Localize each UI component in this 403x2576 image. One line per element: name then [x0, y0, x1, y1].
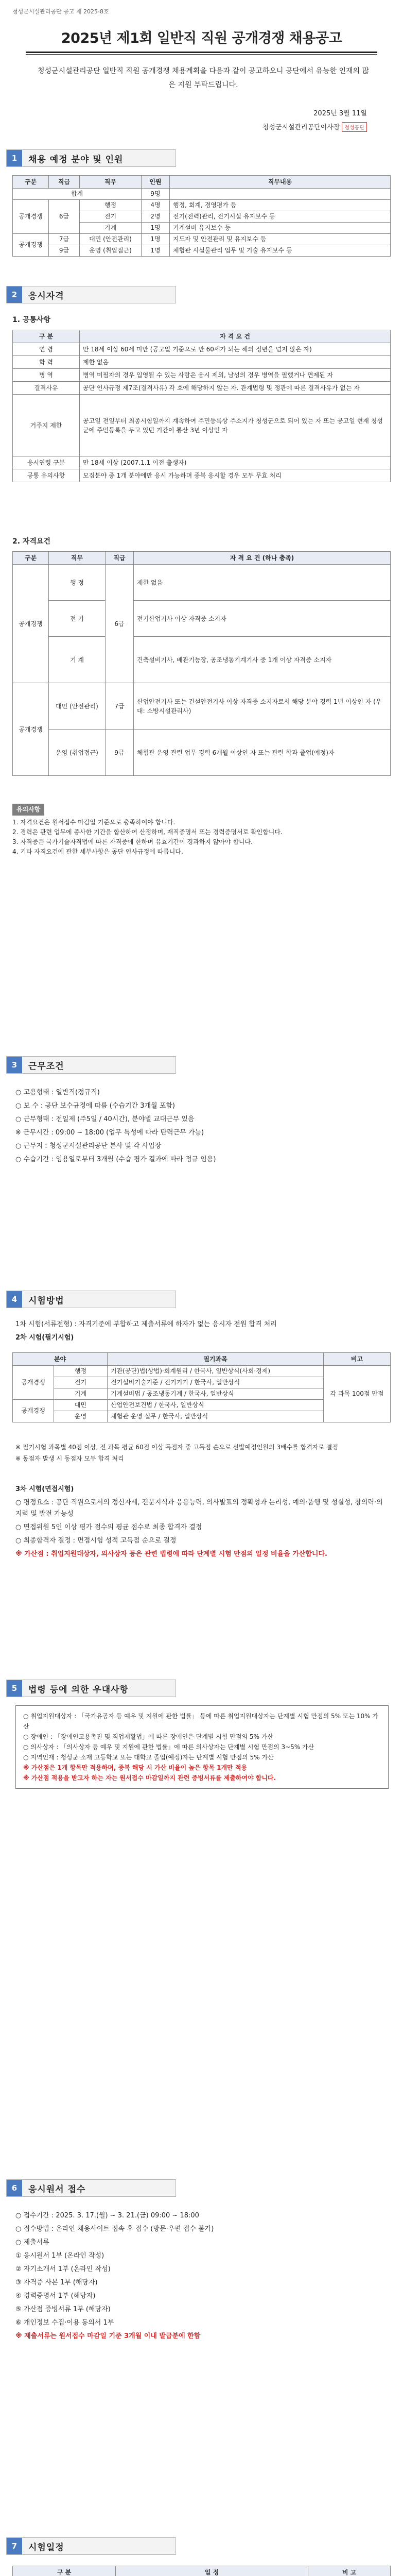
table-cell: 공통 유의사항: [13, 469, 80, 482]
section-title: 채용 예정 분야 및 인원: [28, 154, 124, 165]
table-cell: 운영 (취업접근): [80, 245, 142, 257]
table-cell: 결격사유: [13, 382, 80, 395]
section-header-7: [6, 2537, 176, 2555]
application-info: [15, 2210, 389, 2344]
col-header: 비고: [324, 1353, 391, 1366]
table-cell: 운영: [54, 1411, 108, 1422]
organization-signature: [262, 122, 367, 132]
preference-item: ○ 취업지원대상자 : 「국가유공자 등 예우 및 지원에 관한 법률」 등에 따른 취업지원대상자는 단계별 시험 만점의 5% 또는 10% 가산: [23, 1713, 378, 1730]
col-header: 일 정: [116, 2566, 308, 2576]
condition-item: ○ 근무형태 : 전일제 (주5일 / 40시간), 분야별 교대근무 있음: [15, 1115, 195, 1123]
note-item: ※ 필기시험 과목별 40점 이상, 전 과목 평균 60점 이상 득점자 중 고득점 순으로 선발예정인원의 3배수를 합격자로 결정: [15, 1444, 338, 1451]
table-cell: 1명: [142, 223, 170, 234]
table-cell: 전기: [54, 1377, 108, 1388]
table-cell: 응시연령 구분: [13, 456, 80, 469]
application-item: ③ 자격증 사본 1부 (해당자): [15, 2279, 98, 2286]
table-cell: 기계: [54, 1388, 108, 1400]
note-item: ※ 동점자 발생 시 동점자 모두 합격 처리: [15, 1455, 124, 1462]
table-cell: 공개경쟁: [13, 200, 49, 234]
table-cell: 전 기: [49, 601, 106, 637]
application-item: ⑥ 개인정보 수집·이용 동의서 1부: [15, 2319, 114, 2327]
table-cell: 산업안전기사 또는 건설안전기사 이상 자격증 소지자로서 해당 분야 경력 1년 이상인 자 (우대: 소방시설관리사): [134, 683, 391, 730]
col-header: 구 분: [13, 2566, 116, 2576]
table-cell: 모집분야 중 1개 분야에만 응시 가능하며 중복 응시할 경우 모두 무효 처리: [80, 469, 391, 482]
application-item: ○ 접수기간 : 2025. 3. 17.(월) ~ 3. 21.(금) 09:00 ~ 18:00: [15, 2212, 199, 2219]
section-header-5: [6, 1680, 176, 1697]
section-header-4: [6, 1291, 176, 1308]
application-item: ⑤ 가산점 증빙서류 1부 (해당자): [15, 2306, 111, 2313]
application-item: ※ 제출서류는 원서접수 마감일 기준 3개월 이내 발급분에 한함: [15, 2332, 201, 2340]
qualification-table: [12, 551, 391, 776]
table-cell: 공고일 전일부터 최종시험일까지 계속하여 주민등록상 주소지가 청성군으로 되어 있는 자 또는 공고일 현재 청성군에 주민등록을 두고 있던 기간이 통산 3년 이상인 자: [80, 395, 391, 456]
application-item: ① 응시원서 1부 (온라인 작성): [15, 2252, 104, 2260]
table-cell: 1명: [142, 234, 170, 245]
table-cell: 거주지 제한: [13, 395, 80, 456]
section-title: 시험방법: [28, 1295, 64, 1306]
stage-item: ○ 면접위원 5인 이상 평가 점수의 평균 점수로 최종 합격자 결정: [15, 1523, 202, 1531]
col-header: 필기과목: [108, 1353, 324, 1366]
official-seal: 청성공단: [342, 122, 367, 132]
section-number: 2: [7, 286, 22, 303]
table-cell: 4명: [142, 200, 170, 211]
title-divider: [26, 52, 377, 53]
table-cell: 행정, 회계, 경영평가 등: [170, 200, 391, 211]
subsection-title: 1. 공통사항: [12, 316, 51, 324]
col-header: 구분: [13, 176, 49, 189]
col-header: 직무내용: [170, 176, 391, 189]
section-title: 근무조건: [28, 1061, 64, 1072]
section-number: 7: [7, 2538, 22, 2554]
common-requirements-table: [12, 330, 391, 482]
bonus-notice: ※ 가산점 : 취업지원대상자, 의사상자 등은 관련 법령에 따라 단계별 시험 만점의 일정 비율을 가산합니다.: [15, 1550, 327, 1558]
table-cell: 6급: [106, 565, 134, 683]
table-cell: 만 18세 이상 (2007.1.1 이전 출생자): [80, 456, 391, 469]
table-cell: 체험관 시설물관리 업무 및 기술 유지보수 등: [170, 245, 391, 257]
total-value: 9명: [142, 189, 170, 200]
condition-item: ○ 고용형태 : 일반직(정규직): [15, 1089, 100, 1096]
table-cell: 건축설비기사, 배관기능장, 공조냉동기계기사 중 1개 이상 자격증 소지자: [134, 637, 391, 683]
section-header-2: [6, 286, 176, 303]
exam-stage-1: [15, 1319, 389, 1346]
table-cell: 공개경쟁: [13, 565, 49, 683]
preference-item: ○ 의사상자 : 「의사상자 등 예우 및 지원에 관한 법률」에 따른 의사상자는 단계별 시험 만점의 3~5% 가산: [23, 1743, 314, 1751]
preference-item: ※ 가산점은 1개 항목만 적용하며, 중복 해당 시 가산 비율이 높은 항목 1개만 적용: [23, 1764, 247, 1771]
stage-title: 2차 시험(필기시험): [15, 1334, 74, 1342]
table-cell: 6급: [49, 200, 80, 234]
table-cell: 공개경쟁: [13, 234, 49, 257]
table-cell: 기 계: [49, 637, 106, 683]
table-cell: 기계설비 유지보수 등: [170, 223, 391, 234]
section-number: 1: [7, 150, 22, 166]
notes-heading: 유의사항: [12, 804, 44, 816]
col-header: 직급: [49, 176, 80, 189]
col-header: 직무: [49, 552, 106, 565]
col-header: 분야: [13, 1353, 108, 1366]
section-header-3: [6, 1056, 176, 1074]
col-header: 비 고: [308, 2566, 391, 2576]
table-cell: 대민 (안전관리): [49, 683, 106, 730]
application-item: ④ 경력증명서 1부 (해당자): [15, 2292, 96, 2300]
intro-text: 청성군시설관리공단 일반직 직원 공개경쟁 채용계획을 다음과 같이 공고하오니 공단에서 유능한 인재의 많은 지원 부탁드립니다.: [37, 67, 369, 89]
condition-item: ○ 수습기간 : 임용일로부터 3개월 (수습 평가 결과에 따라 정규 임용): [15, 1156, 216, 1163]
preference-item: ○ 장애인 : 「장애인고용촉진 및 직업재활법」에 따른 장애인은 단계별 시험 만점의 5% 가산: [23, 1733, 273, 1740]
section-title: 법령 등에 의한 우대사항: [28, 1684, 129, 1695]
table-cell: 기계설비법 / 공조냉동기계 / 한국사, 일반상식: [108, 1388, 324, 1400]
written-exam-table: [12, 1352, 391, 1422]
note-item: 1. 자격요건은 원서접수 마감일 기준으로 충족하여야 합니다.: [12, 819, 176, 826]
qualification-notes: [12, 804, 391, 857]
stage-item: ○ 평정요소 : 공단 직원으로서의 정신자세, 전문지식과 응용능력, 의사발표의 정확성과 논리성, 예의·품행 및 성실성, 창의력·의지력 및 발전 가능성: [15, 1499, 383, 1518]
table-cell: 병역 미필자의 경우 입영될 수 있는 사람은 응시 제외, 남성의 경우 병역을 필했거나 면제된 자: [80, 369, 391, 382]
application-item: ② 자기소개서 1부 (온라인 작성): [15, 2265, 111, 2273]
title-divider-thin: [26, 54, 377, 55]
table-cell: 9급: [49, 245, 80, 257]
table-cell: 1명: [142, 245, 170, 257]
table-cell: 전기: [80, 211, 142, 223]
table-cell: 9급: [106, 730, 134, 776]
total-label: 합계: [13, 189, 142, 200]
condition-item: ※ 근무시간 : 09:00 ~ 18:00 (업무 특성에 따라 탄력근무 가능): [15, 1129, 204, 1137]
work-conditions: [15, 1087, 389, 1167]
application-item: ○ 제출서류: [15, 2239, 49, 2246]
stage-title: 3차 시험(면접시험): [15, 1485, 74, 1493]
section-header-1: [6, 149, 176, 167]
note-item: 4. 기타 자격요건에 관한 세부사항은 공단 인사규정에 따릅니다.: [12, 848, 183, 855]
col-header: 구 분: [13, 330, 80, 343]
table-cell: 공개경쟁: [13, 683, 49, 776]
table-cell: 지도자 및 안전관리 및 유지보수 등: [170, 234, 391, 245]
table-cell: 대민: [54, 1400, 108, 1411]
section-number: 3: [7, 1057, 22, 1073]
notice-number: 청성군시설관리공단 공고 제 2025-8호: [12, 8, 109, 15]
section-number: 5: [7, 1680, 22, 1697]
table-cell: 기관(공단)법(상법)·회계원리 / 한국사, 일반상식(사회·경제): [108, 1366, 324, 1377]
col-header: 인원: [142, 176, 170, 189]
table-cell: 2명: [142, 211, 170, 223]
table-cell: 공개경쟁: [13, 1400, 54, 1422]
subsection-title: 2. 자격요건: [12, 537, 51, 546]
table-cell: 공단 인사규정 제7조(결격사유) 각 호에 해당하지 않는 자. 관계법령 및 정관에 따른 결격사유가 없는 자: [80, 382, 391, 395]
table-cell: 체험관 운영 실무 / 한국사, 일반상식: [108, 1411, 324, 1422]
table-cell: 7급: [49, 234, 80, 245]
col-header: 자 격 요 건 (하나 충족): [134, 552, 391, 565]
section-title: 응시원서 접수: [28, 2184, 86, 2195]
table-cell: 대민 (안전관리): [80, 234, 142, 245]
table-cell: 행 정: [49, 565, 106, 601]
section-number: 6: [7, 2180, 22, 2196]
stage-item: ○ 최종합격자 결정 : 면접시험 성적 고득점 순으로 결정: [15, 1537, 177, 1545]
col-header: 직무: [80, 176, 142, 189]
announcement-date: 2025년 3월 11일: [313, 110, 367, 117]
table-cell: 7급: [106, 683, 134, 730]
condition-item: ○ 근무지 : 청성군시설관리공단 본사 및 각 사업장: [15, 1142, 162, 1150]
col-header: 자 격 요 건: [80, 330, 391, 343]
table-cell: 각 과목 100점 만점: [324, 1366, 391, 1422]
application-item: ○ 접수방법 : 온라인 채용사이트 접속 후 접수 (방문·우편 접수 불가): [15, 2225, 214, 2233]
col-header: 구분: [13, 552, 49, 565]
col-header: 직급: [106, 552, 134, 565]
preference-box: [15, 1705, 389, 1789]
stage-title: 1차 시험(서류전형) : 자격기준에 부합하고 제출서류에 하자가 없는 응시자 전원 합격 처리: [15, 1320, 277, 1328]
table-cell: 산업안전보건법 / 한국사, 일반상식: [108, 1400, 324, 1411]
table-cell: 체험관 운영 관련 업무 경력 6개월 이상인 자 또는 관련 학과 졸업(예정)자: [134, 730, 391, 776]
section-number: 4: [7, 1291, 22, 1308]
table-cell: 행정: [80, 200, 142, 211]
table-cell: 연 령: [13, 343, 80, 356]
section-title: 응시자격: [28, 291, 64, 301]
note-item: 3. 자격증은 국가기술자격법에 따른 자격증에 한하며 유효기간이 경과하지 않아야 합니다.: [12, 838, 253, 845]
page-title: 2025년 제1회 일반직 직원 공개경쟁 채용공고: [61, 30, 342, 46]
table-cell: 전기(전력)관리, 전기시설 유지보수 등: [170, 211, 391, 223]
note-item: 2. 경력은 관련 업무에 종사한 기간을 합산하여 산정하며, 재직증명서 또는 경력증명서로 확인합니다.: [12, 828, 283, 836]
table-cell: 제한 없음: [80, 356, 391, 369]
exam-stage-3: [15, 1484, 389, 1562]
table-cell: 행정: [54, 1366, 108, 1377]
preference-item: ○ 지역인재 : 청성군 소재 고등학교 또는 대학교 졸업(예정)자는 단계별 시험 만점의 5% 가산: [23, 1754, 274, 1761]
table-cell: 만 18세 이상 60세 미만 (공고일 기준으로 만 60세가 되는 해의 정년을 넘지 않은 자): [80, 343, 391, 356]
preference-item: ※ 가산점 적용을 받고자 하는 자는 원서접수 마감일까지 관련 증빙서류를 제출하여야 합니다.: [23, 1774, 276, 1782]
schedule-table: [12, 2566, 391, 2576]
table-cell: 전기산업기사 이상 자격증 소지자: [134, 601, 391, 637]
organization-name: 청성군시설관리공단이사장: [262, 124, 340, 131]
section-title: 시험일정: [28, 2542, 64, 2553]
table-cell: 운영 (취업접근): [49, 730, 106, 776]
table-cell: 기계: [80, 223, 142, 234]
stage-2-notes: [15, 1443, 389, 1465]
table-cell: 제한 없음: [134, 565, 391, 601]
table-cell: 병 역: [13, 369, 80, 382]
table-cell: 학 력: [13, 356, 80, 369]
table-cell: 전기설비기술기준 / 전기기기 / 한국사, 일반상식: [108, 1377, 324, 1388]
recruitment-table: [12, 175, 391, 257]
condition-item: ○ 보 수 : 공단 보수규정에 따름 (수습기간 3개월 포함): [15, 1102, 175, 1110]
table-cell: 공개경쟁: [13, 1366, 54, 1400]
section-header-6: [6, 2179, 176, 2197]
